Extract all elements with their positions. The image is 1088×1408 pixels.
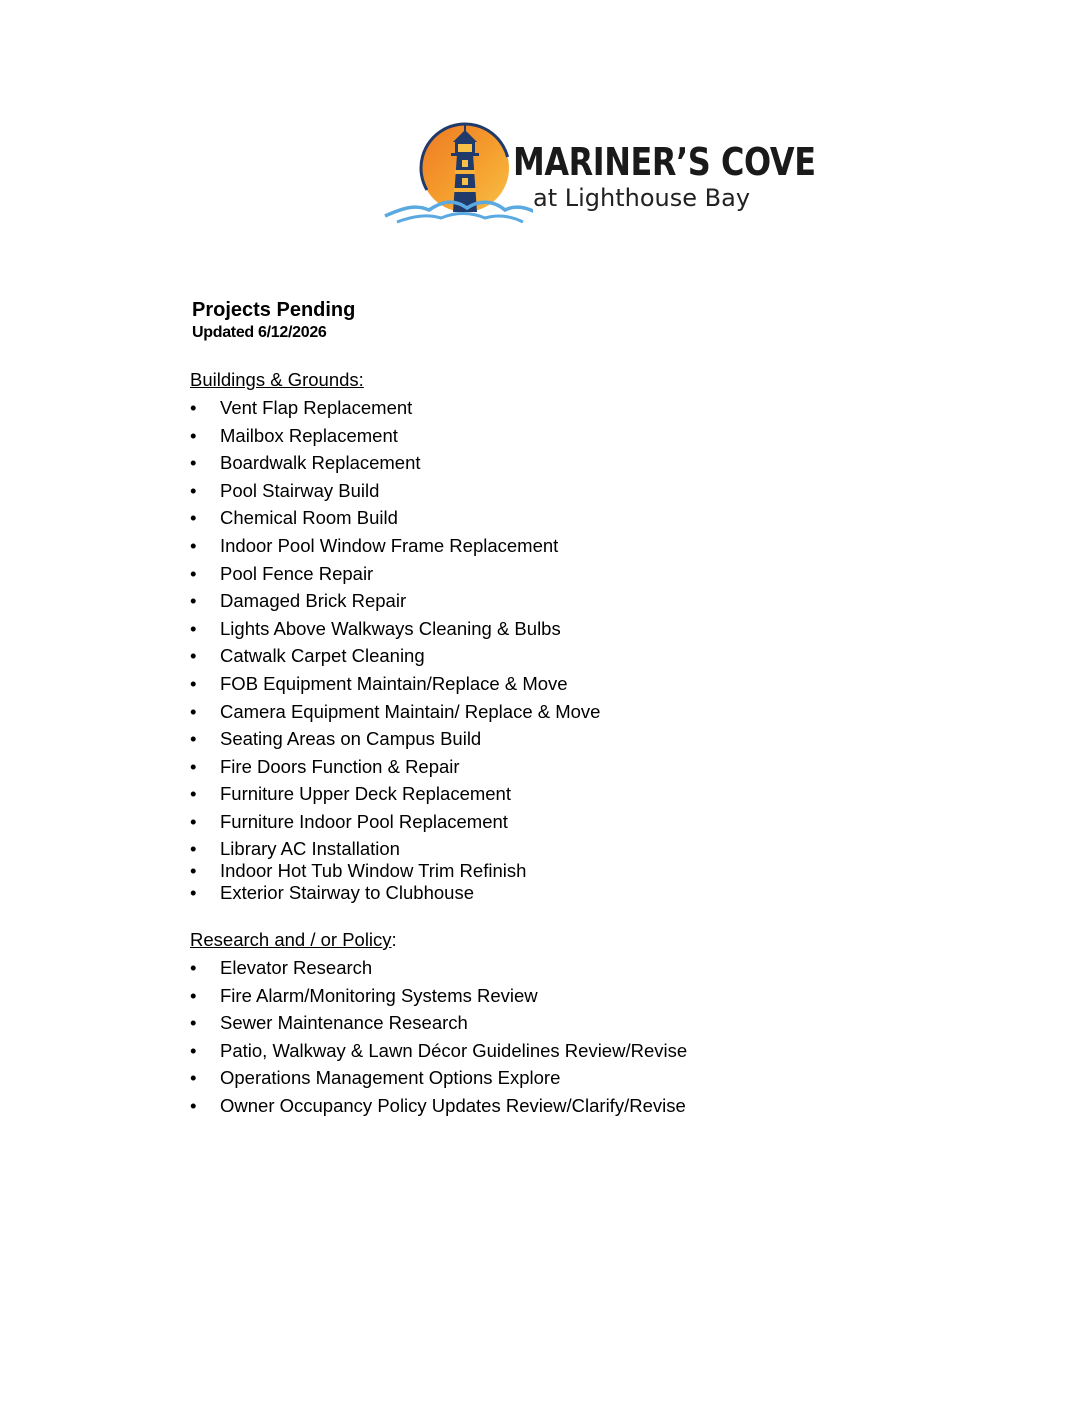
list-item: • Mailbox Replacement: [190, 422, 600, 450]
section-heading-colon: :: [391, 929, 397, 950]
list-item: • Furniture Indoor Pool Replacement: [190, 808, 600, 836]
list-item: • Pool Fence Repair: [190, 560, 600, 588]
list-item: • Patio, Walkway & Lawn Décor Guidelines Review/Revise: [190, 1037, 687, 1065]
section-heading: [190, 367, 600, 393]
list-item: • Boardwalk Replacement: [190, 449, 600, 477]
document-title: Projects Pending: [192, 299, 356, 321]
list-item: • Catwalk Carpet Cleaning: [190, 642, 600, 670]
buildings-list: [190, 394, 600, 836]
list-item: • Furniture Upper Deck Replacement: [190, 780, 600, 808]
list-item: • Chemical Room Build: [190, 504, 600, 532]
list-item: • FOB Equipment Maintain/Replace & Move: [190, 670, 600, 698]
list-item: • Indoor Hot Tub Window Trim Refinish: [190, 860, 600, 882]
list-item: • Fire Doors Function & Repair: [190, 753, 600, 781]
list-item: • Indoor Pool Window Frame Replacement: [190, 532, 600, 560]
section-buildings-grounds: [190, 367, 600, 904]
list-item: • Owner Occupancy Policy Updates Review/Clarify/Revise: [190, 1092, 687, 1120]
list-item: • Sewer Maintenance Research: [190, 1009, 687, 1037]
section-heading-text: Buildings & Grounds:: [190, 369, 364, 390]
document-header: [192, 298, 355, 344]
list-item: • Camera Equipment Maintain/ Replace & Move: [190, 698, 600, 726]
section-research-policy: [190, 927, 687, 1120]
list-item: • Lights Above Walkways Cleaning & Bulbs: [190, 615, 600, 643]
list-item: • Seating Areas on Campus Build: [190, 725, 600, 753]
research-list: [190, 954, 687, 1120]
logo: [383, 118, 816, 228]
lighthouse-logo-icon: [383, 118, 533, 228]
list-item: • Library AC Installation: [190, 838, 600, 860]
document-updated-date: Updated 6/12/2026: [192, 324, 327, 341]
logo-title: MARINER’S COVE: [513, 140, 816, 184]
list-item: • Vent Flap Replacement: [190, 394, 600, 422]
list-item: • Fire Alarm/Monitoring Systems Review: [190, 982, 687, 1010]
section-heading: [190, 927, 687, 953]
list-item: • Pool Stairway Build: [190, 477, 600, 505]
list-item: • Exterior Stairway to Clubhouse: [190, 882, 600, 904]
logo-subtitle: at Lighthouse Bay: [533, 184, 751, 212]
list-item: • Damaged Brick Repair: [190, 587, 600, 615]
section-heading-text: Research and / or Policy: [190, 929, 392, 950]
list-item: • Operations Management Options Explore: [190, 1064, 687, 1092]
buildings-list-compact: [190, 838, 600, 904]
list-item: • Elevator Research: [190, 954, 687, 982]
